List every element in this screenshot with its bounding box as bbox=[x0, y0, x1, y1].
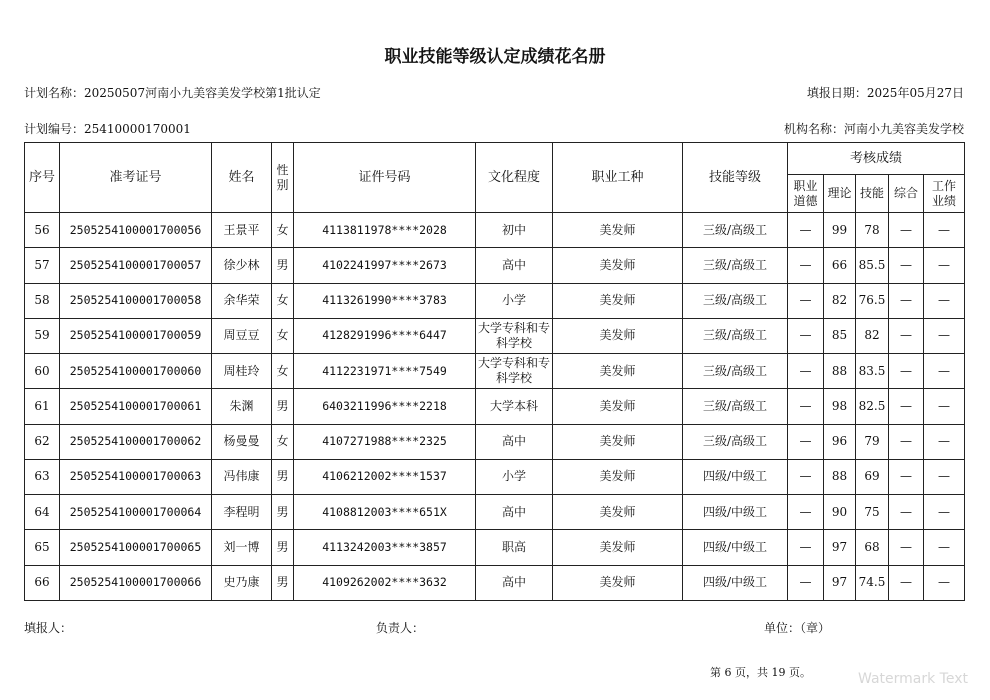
cell-work: — bbox=[924, 530, 965, 565]
cell-job: 美发师 bbox=[553, 213, 683, 248]
cell-education: 小学 bbox=[476, 283, 553, 318]
cell-theory: 96 bbox=[824, 424, 856, 459]
cell-job: 美发师 bbox=[553, 530, 683, 565]
cell-ethics: — bbox=[788, 213, 824, 248]
cell-work: — bbox=[924, 389, 965, 424]
cell-work: — bbox=[924, 213, 965, 248]
cell-level: 四级/中级工 bbox=[683, 530, 788, 565]
cell-gender: 女 bbox=[272, 424, 294, 459]
cell-overall: — bbox=[889, 565, 924, 600]
cell-theory: 88 bbox=[824, 354, 856, 389]
cell-level: 三级/高级工 bbox=[683, 318, 788, 353]
cell-gender: 男 bbox=[272, 389, 294, 424]
cell-name: 史乃康 bbox=[212, 565, 272, 600]
document-title: 职业技能等级认定成绩花名册 bbox=[384, 47, 606, 67]
cell-name: 朱渊 bbox=[212, 389, 272, 424]
cell-seq: 62 bbox=[25, 424, 60, 459]
cell-exam-no: 2505254100001700056 bbox=[60, 213, 212, 248]
cell-exam-no: 2505254100001700057 bbox=[60, 248, 212, 283]
cell-job: 美发师 bbox=[553, 565, 683, 600]
table-row bbox=[25, 530, 965, 565]
organization-name: 机构名称：河南小九美容美发学校 bbox=[783, 122, 964, 136]
table-row bbox=[25, 565, 965, 600]
cell-theory: 97 bbox=[824, 530, 856, 565]
page-number: 第 6 页，共 19 页。 bbox=[710, 666, 811, 679]
cell-exam-no: 2505254100001700059 bbox=[60, 318, 212, 353]
cell-job: 美发师 bbox=[553, 318, 683, 353]
header-seq: 序号 bbox=[25, 143, 60, 213]
cell-seq: 60 bbox=[25, 354, 60, 389]
cell-gender: 男 bbox=[272, 248, 294, 283]
footer-filler: 填报人： bbox=[24, 621, 73, 635]
cell-skill: 74.5 bbox=[856, 565, 889, 600]
report-date: 填报日期：2025年05月27日 bbox=[806, 86, 964, 100]
cell-level: 四级/中级工 bbox=[683, 495, 788, 530]
cell-level: 三级/高级工 bbox=[683, 389, 788, 424]
watermark: Watermark Text bbox=[858, 671, 968, 687]
cell-name: 冯伟康 bbox=[212, 459, 272, 494]
cell-overall: — bbox=[889, 424, 924, 459]
cell-level: 四级/中级工 bbox=[683, 565, 788, 600]
cell-theory: 82 bbox=[824, 283, 856, 318]
header-scores: 考核成绩 bbox=[788, 143, 965, 175]
cell-ethics: — bbox=[788, 424, 824, 459]
cell-gender: 女 bbox=[272, 213, 294, 248]
cell-id-no: 4108812003****651X bbox=[294, 495, 476, 530]
cell-id-no: 4128291996****6447 bbox=[294, 318, 476, 353]
cell-name: 余华荣 bbox=[212, 283, 272, 318]
cell-gender: 男 bbox=[272, 459, 294, 494]
cell-education: 大学本科 bbox=[476, 389, 553, 424]
cell-gender: 男 bbox=[272, 495, 294, 530]
cell-overall: — bbox=[889, 389, 924, 424]
table-row bbox=[25, 424, 965, 459]
cell-exam-no: 2505254100001700062 bbox=[60, 424, 212, 459]
cell-education: 小学 bbox=[476, 459, 553, 494]
cell-theory: 66 bbox=[824, 248, 856, 283]
cell-id-no: 4102241997****2673 bbox=[294, 248, 476, 283]
cell-exam-no: 2505254100001700065 bbox=[60, 530, 212, 565]
cell-education: 大学专科和专科学校 bbox=[476, 354, 553, 389]
cell-exam-no: 2505254100001700060 bbox=[60, 354, 212, 389]
cell-name: 徐少林 bbox=[212, 248, 272, 283]
cell-ethics: — bbox=[788, 248, 824, 283]
cell-seq: 63 bbox=[25, 459, 60, 494]
cell-gender: 女 bbox=[272, 318, 294, 353]
cell-education: 职高 bbox=[476, 530, 553, 565]
header-skill: 技能 bbox=[856, 175, 889, 213]
cell-seq: 58 bbox=[25, 283, 60, 318]
cell-theory: 99 bbox=[824, 213, 856, 248]
table-row bbox=[25, 495, 965, 530]
cell-ethics: — bbox=[788, 530, 824, 565]
cell-work: — bbox=[924, 354, 965, 389]
cell-seq: 65 bbox=[25, 530, 60, 565]
cell-skill: 79 bbox=[856, 424, 889, 459]
cell-work: — bbox=[924, 248, 965, 283]
cell-name: 王景平 bbox=[212, 213, 272, 248]
cell-exam-no: 2505254100001700063 bbox=[60, 459, 212, 494]
cell-exam-no: 2505254100001700064 bbox=[60, 495, 212, 530]
cell-work: — bbox=[924, 424, 965, 459]
cell-job: 美发师 bbox=[553, 283, 683, 318]
cell-exam-no: 2505254100001700066 bbox=[60, 565, 212, 600]
cell-seq: 64 bbox=[25, 495, 60, 530]
cell-name: 杨曼曼 bbox=[212, 424, 272, 459]
header-name: 姓名 bbox=[212, 143, 272, 213]
cell-exam-no: 2505254100001700058 bbox=[60, 283, 212, 318]
cell-ethics: — bbox=[788, 565, 824, 600]
cell-level: 三级/高级工 bbox=[683, 213, 788, 248]
cell-gender: 女 bbox=[272, 354, 294, 389]
cell-job: 美发师 bbox=[553, 424, 683, 459]
cell-gender: 女 bbox=[272, 283, 294, 318]
cell-ethics: — bbox=[788, 354, 824, 389]
cell-overall: — bbox=[889, 248, 924, 283]
table-row bbox=[25, 248, 965, 283]
cell-work: — bbox=[924, 459, 965, 494]
cell-id-no: 4113811978****2028 bbox=[294, 213, 476, 248]
cell-id-no: 6403211996****2218 bbox=[294, 389, 476, 424]
cell-overall: — bbox=[889, 283, 924, 318]
cell-work: — bbox=[924, 495, 965, 530]
header-education: 文化程度 bbox=[476, 143, 553, 213]
cell-work: — bbox=[924, 283, 965, 318]
cell-job: 美发师 bbox=[553, 459, 683, 494]
cell-skill: 76.5 bbox=[856, 283, 889, 318]
header-id-no: 证件号码 bbox=[294, 143, 476, 213]
cell-level: 三级/高级工 bbox=[683, 283, 788, 318]
cell-ethics: — bbox=[788, 318, 824, 353]
header-gender: 性别 bbox=[272, 143, 294, 213]
cell-name: 周豆豆 bbox=[212, 318, 272, 353]
cell-work: — bbox=[924, 318, 965, 353]
cell-name: 李程明 bbox=[212, 495, 272, 530]
cell-job: 美发师 bbox=[553, 495, 683, 530]
header-level: 技能等级 bbox=[683, 143, 788, 213]
cell-ethics: — bbox=[788, 459, 824, 494]
plan-number: 计划编号：25410000170001 bbox=[24, 122, 191, 136]
cell-name: 刘一博 bbox=[212, 530, 272, 565]
cell-gender: 男 bbox=[272, 530, 294, 565]
cell-gender: 男 bbox=[272, 565, 294, 600]
cell-skill: 82.5 bbox=[856, 389, 889, 424]
header-ethics: 职业道德 bbox=[788, 175, 824, 213]
header-exam-no: 准考证号 bbox=[60, 143, 212, 213]
cell-skill: 69 bbox=[856, 459, 889, 494]
cell-ethics: — bbox=[788, 495, 824, 530]
cell-skill: 75 bbox=[856, 495, 889, 530]
cell-job: 美发师 bbox=[553, 248, 683, 283]
cell-id-no: 4112231971****7549 bbox=[294, 354, 476, 389]
cell-theory: 90 bbox=[824, 495, 856, 530]
cell-skill: 68 bbox=[856, 530, 889, 565]
cell-overall: — bbox=[889, 354, 924, 389]
cell-theory: 97 bbox=[824, 565, 856, 600]
cell-education: 大学专科和专科学校 bbox=[476, 318, 553, 353]
table-row bbox=[25, 354, 965, 389]
cell-skill: 83.5 bbox=[856, 354, 889, 389]
cell-skill: 82 bbox=[856, 318, 889, 353]
cell-overall: — bbox=[889, 213, 924, 248]
cell-skill: 85.5 bbox=[856, 248, 889, 283]
cell-theory: 88 bbox=[824, 459, 856, 494]
cell-job: 美发师 bbox=[553, 389, 683, 424]
footer-unit: 单位：（章） bbox=[764, 621, 831, 635]
cell-seq: 59 bbox=[25, 318, 60, 353]
cell-seq: 66 bbox=[25, 565, 60, 600]
cell-skill: 78 bbox=[856, 213, 889, 248]
table-row bbox=[25, 318, 965, 353]
cell-education: 初中 bbox=[476, 213, 553, 248]
cell-exam-no: 2505254100001700061 bbox=[60, 389, 212, 424]
cell-ethics: — bbox=[788, 283, 824, 318]
cell-theory: 98 bbox=[824, 389, 856, 424]
cell-level: 四级/中级工 bbox=[683, 459, 788, 494]
cell-id-no: 4109262002****3632 bbox=[294, 565, 476, 600]
cell-id-no: 4106212002****1537 bbox=[294, 459, 476, 494]
cell-seq: 56 bbox=[25, 213, 60, 248]
table-row bbox=[25, 459, 965, 494]
header-job: 职业工种 bbox=[553, 143, 683, 213]
cell-level: 三级/高级工 bbox=[683, 424, 788, 459]
cell-education: 高中 bbox=[476, 424, 553, 459]
cell-overall: — bbox=[889, 495, 924, 530]
cell-seq: 61 bbox=[25, 389, 60, 424]
cell-level: 三级/高级工 bbox=[683, 354, 788, 389]
cell-work: — bbox=[924, 565, 965, 600]
table-row bbox=[25, 389, 965, 424]
plan-name: 计划名称：20250507河南小九美容美发学校第1批认定 bbox=[24, 86, 321, 100]
cell-education: 高中 bbox=[476, 248, 553, 283]
cell-overall: — bbox=[889, 459, 924, 494]
score-roster-table bbox=[24, 142, 965, 601]
table-row bbox=[25, 213, 965, 248]
header-theory: 理论 bbox=[824, 175, 856, 213]
cell-ethics: — bbox=[788, 389, 824, 424]
header-overall: 综合 bbox=[889, 175, 924, 213]
cell-id-no: 4113261990****3783 bbox=[294, 283, 476, 318]
cell-id-no: 4113242003****3857 bbox=[294, 530, 476, 565]
cell-education: 高中 bbox=[476, 565, 553, 600]
cell-id-no: 4107271988****2325 bbox=[294, 424, 476, 459]
header-work: 工作业绩 bbox=[924, 175, 965, 213]
cell-level: 三级/高级工 bbox=[683, 248, 788, 283]
cell-job: 美发师 bbox=[553, 354, 683, 389]
cell-theory: 85 bbox=[824, 318, 856, 353]
cell-overall: — bbox=[889, 530, 924, 565]
footer-responsible: 负责人： bbox=[376, 621, 425, 635]
cell-name: 周桂玲 bbox=[212, 354, 272, 389]
cell-education: 高中 bbox=[476, 495, 553, 530]
table-row bbox=[25, 283, 965, 318]
cell-overall: — bbox=[889, 318, 924, 353]
cell-seq: 57 bbox=[25, 248, 60, 283]
